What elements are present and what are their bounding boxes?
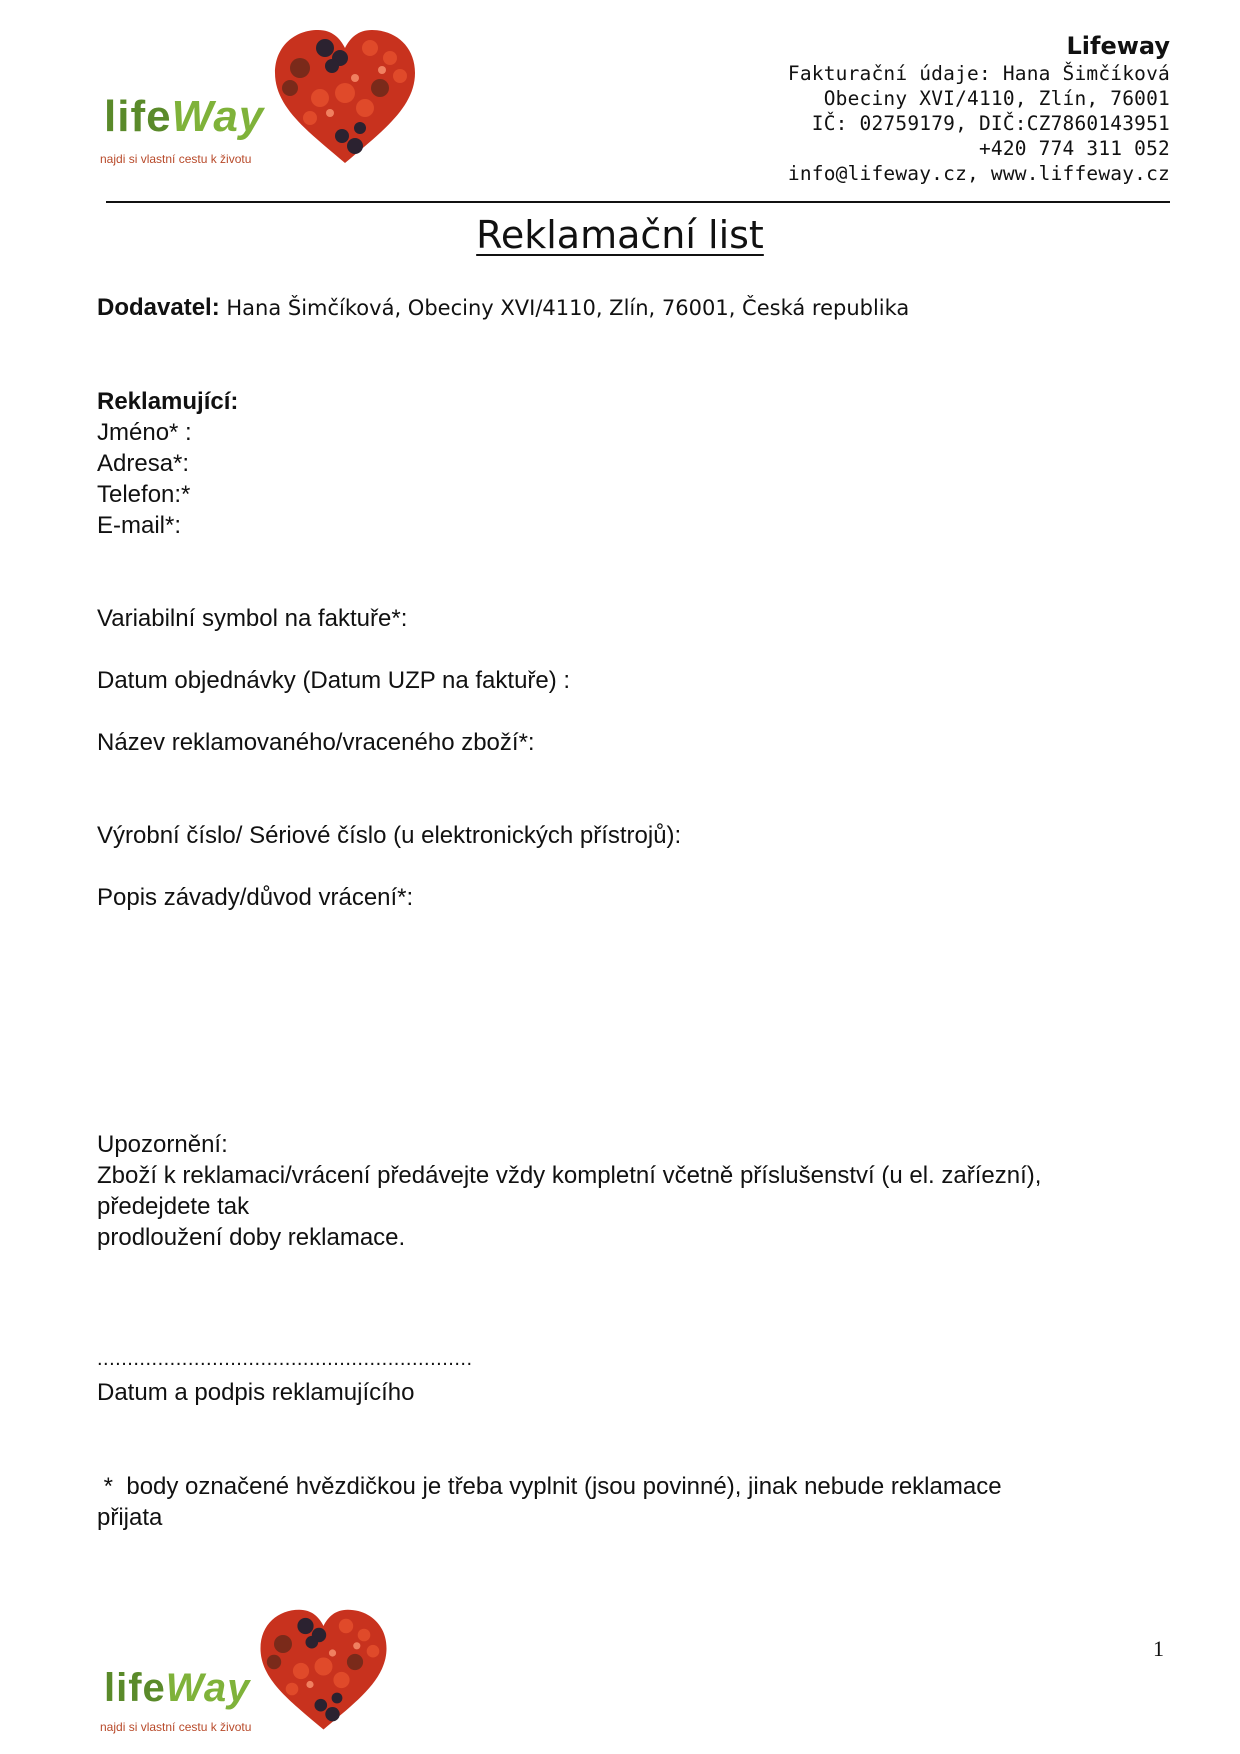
footnote-line-1: * body označené hvězdičkou je třeba vyplnit (jsou povinné), jinak nebude reklamace (97, 1473, 1002, 1500)
berry-heart-icon (270, 28, 420, 168)
header-divider (106, 201, 1170, 203)
footer-logo-word: life (104, 1666, 166, 1710)
claimant-heading: Reklamující: (97, 388, 239, 415)
notice-line-2: předejdete tak (97, 1193, 250, 1220)
address-line: Obeciny XVI/4110, Zlín, 76001 (823, 87, 1170, 110)
name-label: Jméno* : (97, 419, 192, 446)
signature-label: Datum a podpis reklamujícího (97, 1379, 415, 1406)
supplier-value: Hana Šimčíková, Obeciny XVI/4110, Zlín, 76001, Česká republika (226, 296, 910, 320)
supplier-label: Dodavatel: (97, 294, 220, 321)
ids-line: IČ: 02759179, DIČ:CZ7860143951 (811, 112, 1170, 135)
footnote-line-2: přijata (97, 1504, 163, 1531)
phone-label: Telefon:* (97, 481, 191, 508)
defect-description-label: Popis závady/důvod vrácení*: (97, 884, 414, 911)
serial-number-label: Výrobní číslo/ Sériové číslo (u elektronických přístrojů): (97, 822, 682, 849)
company-name: Lifeway (1066, 32, 1170, 60)
contact-line: info@lifeway.cz, www.liffeway.cz (787, 162, 1170, 185)
footer-logo-tagline: najdi si vlastní cestu k životu (100, 1720, 252, 1734)
phone-line: +420 774 311 052 (978, 137, 1170, 160)
page-number: 1 (1153, 1636, 1164, 1661)
goods-name-label: Název reklamovaného/vraceného zboží*: (97, 729, 535, 756)
logo-word-way: Way (171, 92, 265, 141)
page-title (0, 213, 1240, 257)
variable-symbol-label: Variabilní symbol na faktuře*: (97, 605, 408, 632)
footer-logo-word-way: Way (165, 1666, 251, 1710)
email-label: E-mail*: (97, 512, 182, 539)
logo-word: life (104, 92, 172, 141)
notice-line-1: Zboží k reklamaci/vrácení předávejte vždy kompletní včetně příslušenství (u el. zaříezní), (97, 1162, 1042, 1189)
header-logo (100, 28, 420, 178)
signature-line: .............................................................. (97, 1348, 473, 1370)
page-title-text: Reklamační list (476, 213, 764, 257)
notice-heading: Upozornění: (97, 1131, 228, 1158)
logo-tagline: najdi si vlastní cestu k životu (100, 152, 252, 166)
order-date-label: Datum objednávky (Datum UZP na faktuře) : (97, 667, 571, 694)
footer-logo (100, 1606, 410, 1751)
notice-line-3: prodloužení doby reklamace. (97, 1224, 406, 1251)
berry-heart-icon (256, 1606, 391, 1736)
billing-line: Fakturační údaje: Hana Šimčíková (787, 62, 1170, 85)
address-label: Adresa*: (97, 450, 190, 477)
supplier-row (97, 294, 909, 322)
